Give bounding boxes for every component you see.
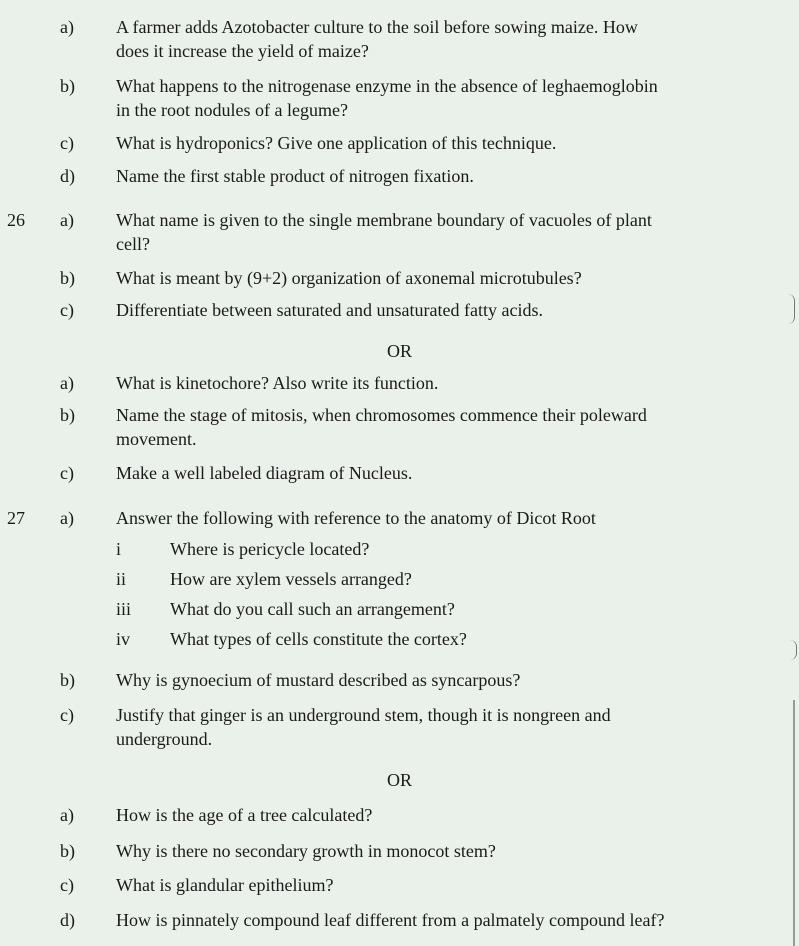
- item-label: d): [60, 166, 75, 186]
- item-text: What is glandular epithelium?: [116, 875, 334, 895]
- item-label: c): [60, 133, 74, 153]
- item-line: in the root nodules of a legume?: [116, 100, 348, 120]
- item-text: What is meant by (9+2) organization of axonemal microtubules?: [116, 268, 582, 288]
- item-text: What is kinetochore? Also write its function.: [116, 373, 439, 393]
- or-divider: OR: [386, 770, 412, 790]
- margin-mark: [790, 640, 797, 660]
- item-text: Why is there no secondary growth in monocot stem?: [116, 841, 496, 861]
- item-label: d): [60, 910, 75, 930]
- item-line: underground.: [116, 729, 213, 749]
- item-text: [116, 15, 762, 63]
- item-text: How is pinnately compound leaf different from a palmately compound leaf?: [116, 910, 665, 930]
- item-label: c): [60, 463, 74, 483]
- item-label: b): [60, 405, 75, 425]
- item-label: a): [60, 805, 74, 825]
- item-label: c): [60, 300, 74, 320]
- item-label: b): [60, 670, 75, 690]
- item-text: [116, 403, 762, 451]
- item-line: A farmer adds Azotobacter culture to the soil before sowing maize. How: [116, 17, 638, 37]
- or-divider: OR: [386, 341, 412, 361]
- item-line: Justify that ginger is an underground stem, though it is nongreen and: [116, 705, 611, 725]
- item-label: a): [60, 210, 74, 230]
- question-number: 27: [7, 508, 25, 528]
- sub-item-label: iii: [116, 599, 132, 619]
- item-line: cell?: [116, 234, 150, 254]
- item-label: b): [60, 76, 75, 96]
- item-label: c): [60, 705, 74, 725]
- sub-item-text: How are xylem vessels arranged?: [170, 569, 412, 589]
- item-line: does it increase the yield of maize?: [116, 41, 369, 61]
- item-text: Differentiate between saturated and unsaturated fatty acids.: [116, 300, 543, 320]
- margin-mark: [788, 294, 795, 324]
- sub-item-text: What do you call such an arrangement?: [170, 599, 455, 619]
- sub-item-label: iv: [116, 629, 131, 649]
- item-label: b): [60, 268, 75, 288]
- item-line: What happens to the nitrogenase enzyme in the absence of leghaemoglobin: [116, 76, 658, 96]
- item-label: a): [60, 17, 74, 37]
- sub-item-text: What types of cells constitute the cortex?: [170, 629, 467, 649]
- item-text: [116, 74, 762, 122]
- question-number: 26: [7, 210, 25, 230]
- page-edge-line: [793, 700, 795, 946]
- item-text: Answer the following with reference to the anatomy of Dicot Root: [116, 508, 596, 528]
- item-text: [116, 703, 762, 751]
- item-text: How is the age of a tree calculated?: [116, 805, 373, 825]
- item-text: Why is gynoecium of mustard described as syncarpous?: [116, 670, 521, 690]
- item-text: What is hydroponics? Give one application of this technique.: [116, 133, 557, 153]
- item-text: [116, 208, 762, 256]
- item-label: a): [60, 508, 74, 528]
- item-line: Name the stage of mitosis, when chromosomes commence their poleward: [116, 405, 647, 425]
- sub-item-text: Where is pericycle located?: [170, 539, 370, 559]
- sub-item-label: ii: [116, 569, 127, 589]
- item-line: What name is given to the single membrane boundary of vacuoles of plant: [116, 210, 652, 230]
- item-label: a): [60, 373, 74, 393]
- item-line: movement.: [116, 429, 197, 449]
- item-text: Make a well labeled diagram of Nucleus.: [116, 463, 413, 483]
- sub-item-label: i: [116, 539, 122, 559]
- item-label: b): [60, 841, 75, 861]
- item-label: c): [60, 875, 74, 895]
- item-text: Name the first stable product of nitrogen fixation.: [116, 166, 474, 186]
